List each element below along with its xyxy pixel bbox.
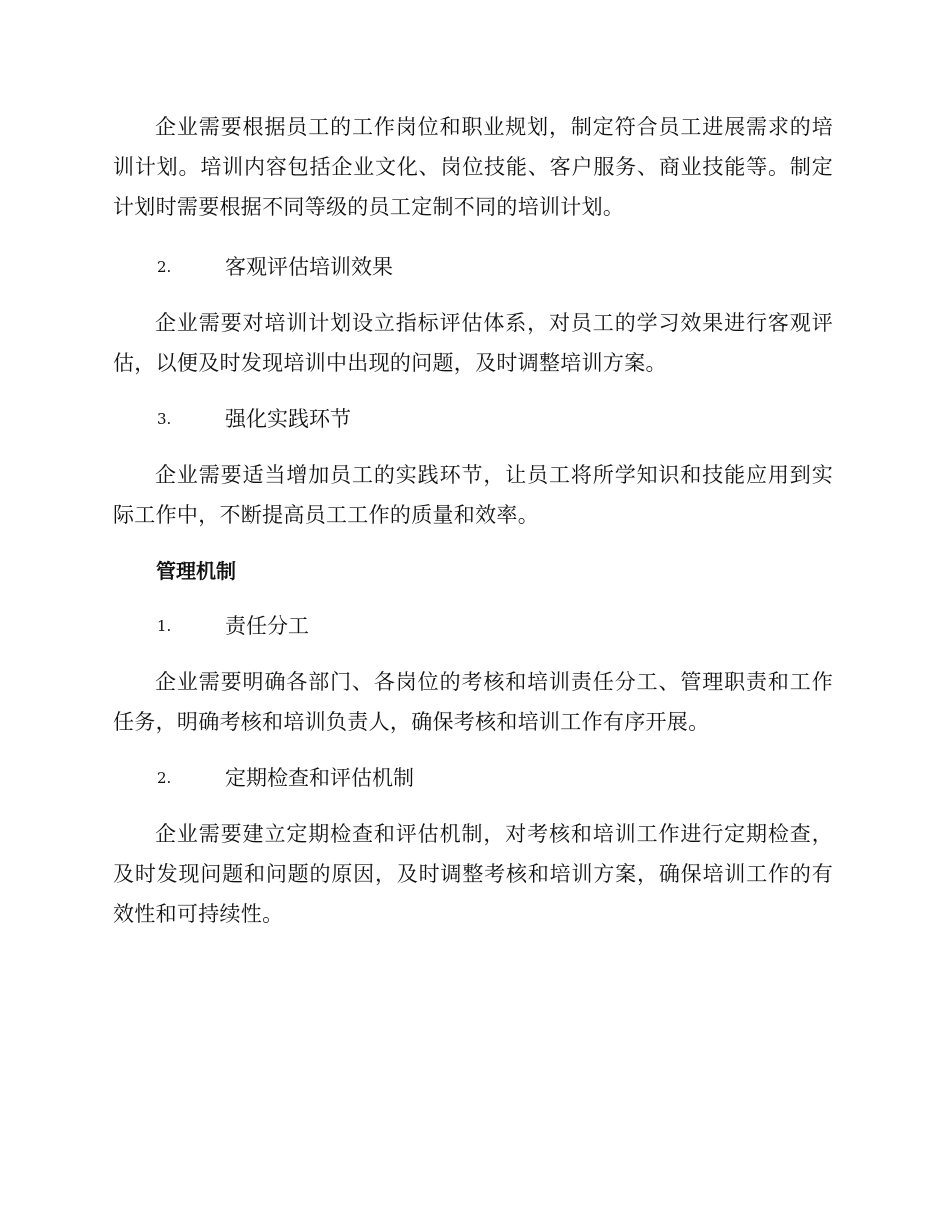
list-item-label: 责任分工 bbox=[225, 614, 309, 638]
list-item-label: 强化实践环节 bbox=[225, 407, 351, 431]
list-item-label: 定期检查和评估机制 bbox=[225, 766, 414, 790]
list-number: 3. bbox=[157, 410, 172, 428]
paragraph-inspection: 企业需要建立定期检查和评估机制，对考核和培训工作进行定期检查，及时发现问题和问题的原因，及时调整考核和培训方案，确保培训工作的有效性和可持续性。 bbox=[113, 822, 833, 926]
paragraph-evaluation-system: 企业需要对培训计划设立指标评估体系，对员工的学习效果进行客观评估，以便及时发现培训中出现的问题，及时调整培训方案。 bbox=[113, 311, 833, 375]
list-item-responsibility bbox=[157, 611, 309, 641]
list-number: 2. bbox=[157, 769, 172, 787]
list-number: 1. bbox=[157, 617, 172, 635]
paragraph-training-plan: 企业需要根据员工的工作岗位和职业规划，制定符合员工进展需求的培训计划。培训内容包括企业文化、岗位技能、客户服务、商业技能等。制定计划时需要根据不同等级的员工定制不同的培训计划。 bbox=[113, 115, 833, 219]
list-item-inspection bbox=[157, 763, 414, 793]
list-item-practice bbox=[157, 404, 351, 434]
list-number: 2. bbox=[157, 258, 172, 276]
list-item-objective-evaluation bbox=[157, 252, 393, 282]
paragraph-responsibility: 企业需要明确各部门、各岗位的考核和培训责任分工、管理职责和工作任务，明确考核和培训负责人，确保考核和培训工作有序开展。 bbox=[113, 670, 833, 734]
section-heading-management: 管理机制 bbox=[156, 559, 236, 583]
paragraph-practice: 企业需要适当增加员工的实践环节，让员工将所学知识和技能应用到实际工作中，不断提高员工工作的质量和效率。 bbox=[113, 463, 833, 527]
list-item-label: 客观评估培训效果 bbox=[225, 255, 393, 279]
